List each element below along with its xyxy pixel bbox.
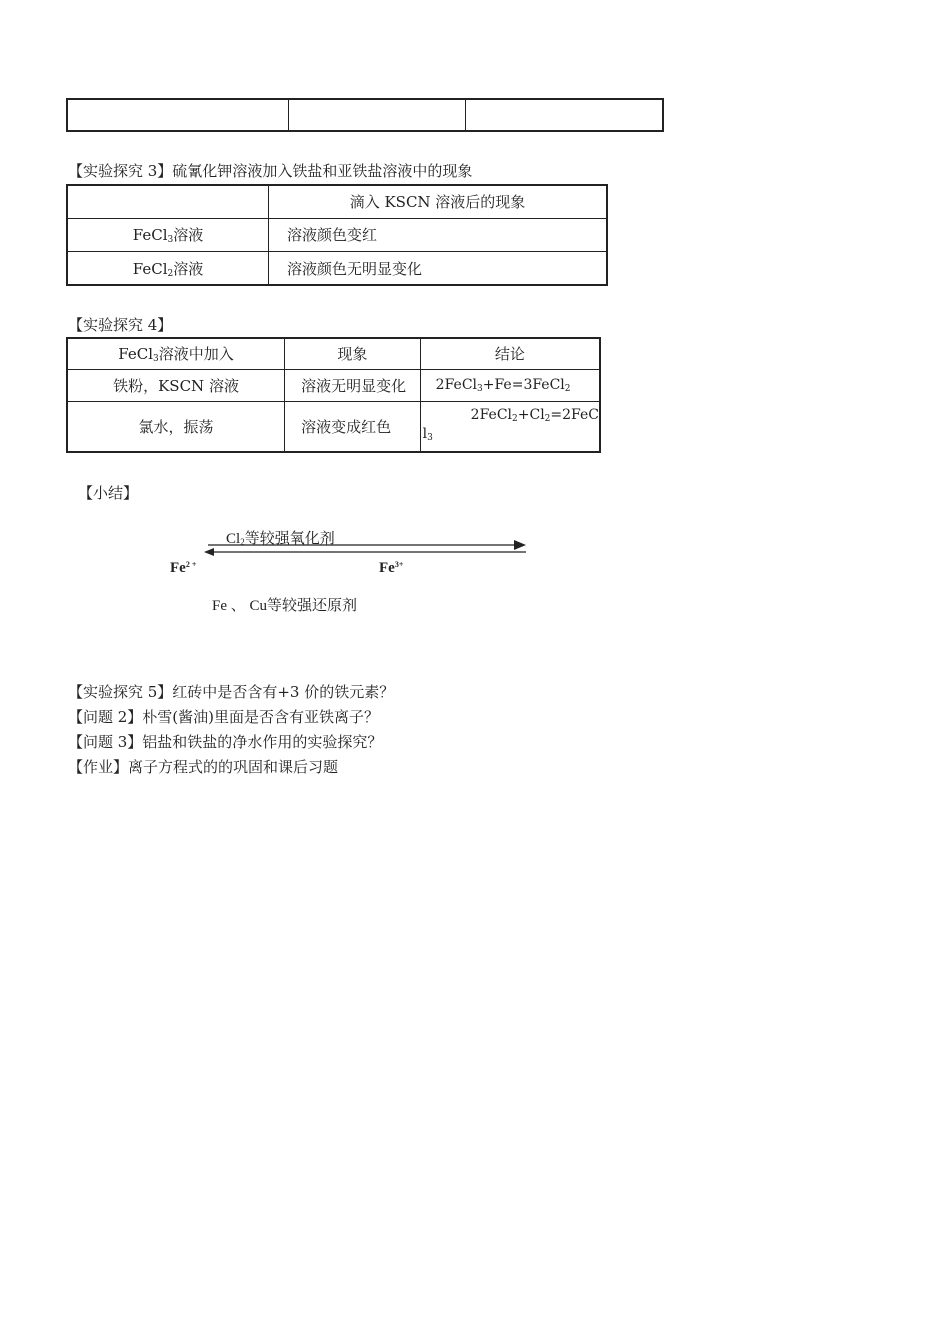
exp4-heading: 【实验探究 4】: [68, 316, 173, 334]
subscript: 3: [153, 354, 159, 365]
exp4-reagent-cell: 氯水，振荡: [67, 402, 285, 452]
top-table-cell: [67, 99, 289, 131]
equation-part: 2FeCl: [435, 377, 478, 394]
exp3-substance-cell: [67, 252, 269, 285]
homework-line: 【作业】离子方程式的的巩固和课后习题: [68, 758, 339, 776]
equation-part: +Fe=3FeCl: [482, 377, 565, 394]
ion-symbol: Fe: [170, 560, 186, 576]
subscript: 3: [167, 235, 174, 246]
exp4-header-conclusion: 结论: [420, 338, 600, 369]
exp3-substance-cell: [67, 218, 269, 251]
subscript: 2: [512, 414, 518, 425]
equation-line-1: [421, 402, 599, 423]
exp4-phenomenon-cell: 溶液无明显变化: [285, 369, 421, 401]
subscript: 2: [240, 537, 245, 547]
substance-formula: FeCl: [132, 259, 168, 278]
subscript: 3: [477, 384, 483, 395]
reverse-arrowhead-icon: [204, 548, 214, 556]
ferric-ion: [379, 560, 403, 577]
substance-suffix: 溶液: [173, 226, 204, 245]
summary-heading: 【小结】: [78, 484, 139, 502]
exp4-reagent-cell: 铁粉，KSCN 溶液: [67, 369, 285, 401]
exp4-table: [66, 337, 601, 453]
exp3-phenomenon-cell: 溶液颜色变红: [269, 218, 608, 251]
subscript: 2: [167, 268, 174, 279]
equation-part: 2FeCl: [470, 407, 513, 424]
subscript: 2: [564, 384, 571, 395]
exp3-phenomenon-cell: 溶液颜色无明显变化: [269, 252, 608, 285]
equation-part: =2FeC: [550, 407, 599, 424]
oxidizer-formula: Cl: [226, 531, 241, 547]
exp4-conclusion-cell: [420, 402, 600, 452]
substance-suffix: 溶液: [173, 259, 204, 278]
exp4-header-reagent: [67, 338, 285, 369]
oxidizer-text: 等较强氧化剂: [244, 529, 335, 547]
reducer-separator: 、: [230, 596, 246, 614]
ion-symbol: Fe: [379, 560, 395, 576]
exp3-table: [66, 184, 608, 286]
equation-line-2: [421, 423, 599, 444]
exp4-header-phenomenon: 现象: [285, 338, 421, 369]
ion-charge: 3+: [394, 560, 404, 569]
exp4-conclusion-cell: [420, 369, 600, 401]
exp3-header-empty: [67, 185, 269, 218]
exp4-phenomenon-cell: 溶液变成红色: [285, 402, 421, 452]
question-line: 【实验探究 5】红砖中是否含有+3 价的铁元素？: [68, 683, 395, 701]
ion-charge: 2 +: [185, 560, 197, 569]
subscript: 2: [544, 414, 551, 425]
reducer-fe: Fe: [212, 598, 227, 614]
subscript: 3: [427, 433, 433, 444]
reducer-label: [212, 594, 357, 615]
ferrous-ion: [170, 560, 196, 577]
top-table: [66, 98, 664, 132]
forward-arrowhead-icon: [514, 540, 526, 550]
header-suffix: 溶液中加入: [158, 345, 234, 364]
equation-part: +Cl: [517, 407, 545, 424]
top-table-cell: [466, 99, 664, 131]
header-formula: FeCl: [118, 345, 154, 364]
exp3-heading: 【实验探究 3】硫氰化钾溶液加入铁盐和亚铁盐溶液中的现象: [68, 162, 473, 180]
equation-part: l: [422, 426, 428, 443]
reducer-text: 等较强还原剂: [267, 596, 358, 614]
reducer-cu: Cu: [249, 598, 268, 614]
substance-formula: FeCl: [132, 226, 168, 245]
conversion-arrows: [198, 538, 538, 562]
question-line: 【问题 2】朴雪(酱油)里面是否含有亚铁离子？: [68, 708, 380, 726]
top-table-cell: [289, 99, 466, 131]
question-line: 【问题 3】铝盐和铁盐的净水作用的实验探究？: [68, 733, 383, 751]
exp3-header-phenomenon: 滴入 KSCN 溶液后的现象: [269, 185, 608, 218]
